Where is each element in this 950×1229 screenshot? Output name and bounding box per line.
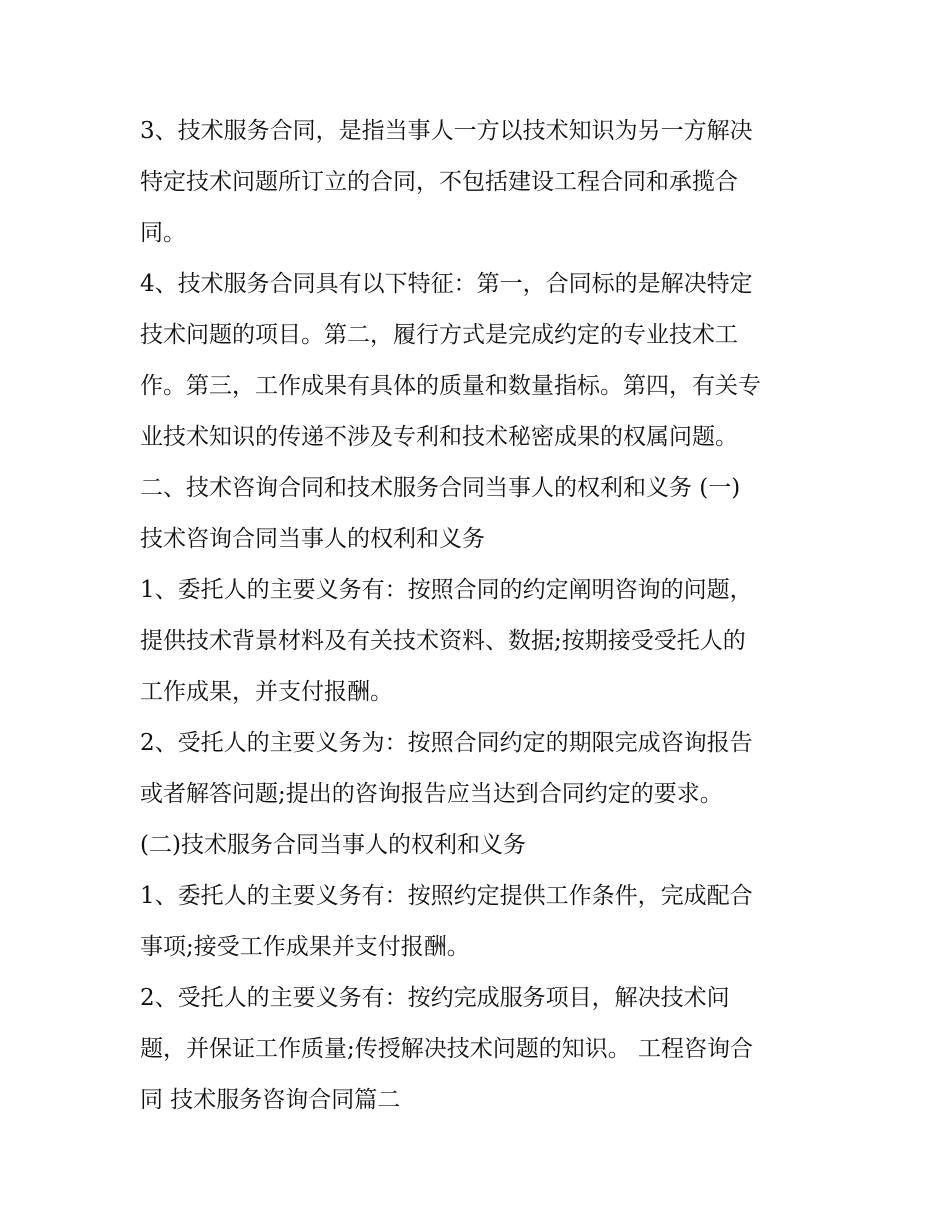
paragraph-technical-service-definition	[140, 106, 820, 259]
section-heading-rights-obligations	[140, 463, 820, 565]
text-line: (二)技术服务合同当事人的权利和义务	[140, 832, 526, 858]
text-line: 2、受托人的主要义务为：按照合同约定的期限完成咨询报告	[140, 730, 753, 756]
text-line: 技术咨询合同当事人的权利和义务	[140, 526, 485, 552]
text-line: 事项;接受工作成果并支付报酬。	[140, 934, 470, 960]
text-line: 题，并保证工作质量;传授解决技术问题的知识。 工程咨询合	[140, 1036, 754, 1062]
text-line: 或者解答问题;提出的咨询报告应当达到合同约定的要求。	[140, 781, 723, 807]
text-line: 1、委托人的主要义务有：按照合同的约定阐明咨询的问题，	[140, 577, 753, 603]
text-line: 4、技术服务合同具有以下特征：第一，合同标的是解决特定	[140, 271, 753, 297]
document-body	[140, 106, 820, 1126]
paragraph-service-contractor-obligations	[140, 973, 820, 1126]
text-line: 技术问题的项目。第二，履行方式是完成约定的专业技术工	[140, 322, 738, 348]
text-line: 二、技术咨询合同和技术服务合同当事人的权利和义务 (一)	[140, 475, 741, 501]
text-line: 3、技术服务合同，是指当事人一方以技术知识为另一方解决	[140, 118, 753, 144]
text-line: 同。	[140, 220, 186, 246]
paragraph-consulting-contractor-obligations	[140, 718, 820, 820]
paragraph-technical-service-features	[140, 259, 820, 463]
text-line: 同 技术服务咨询合同篇二	[140, 1087, 401, 1113]
text-line: 1、委托人的主要义务有：按照约定提供工作条件，完成配合	[140, 883, 753, 909]
text-line: 提供技术背景材料及有关技术资料、数据;按期接受受托人的	[140, 628, 746, 654]
text-line: 业技术知识的传递不涉及专利和技术秘密成果的权属问题。	[140, 424, 738, 450]
text-line: 2、受托人的主要义务有：按约完成服务项目，解决技术问	[140, 985, 730, 1011]
text-line: 作。第三，工作成果有具体的质量和数量指标。第四，有关专	[140, 373, 761, 399]
paragraph-consulting-client-obligations	[140, 565, 820, 718]
paragraph-service-client-obligations	[140, 871, 820, 973]
section-heading-service-contract	[140, 820, 820, 871]
text-line: 工作成果，并支付报酬。	[140, 679, 393, 705]
text-line: 特定技术问题所订立的合同，不包括建设工程合同和承揽合	[140, 169, 738, 195]
